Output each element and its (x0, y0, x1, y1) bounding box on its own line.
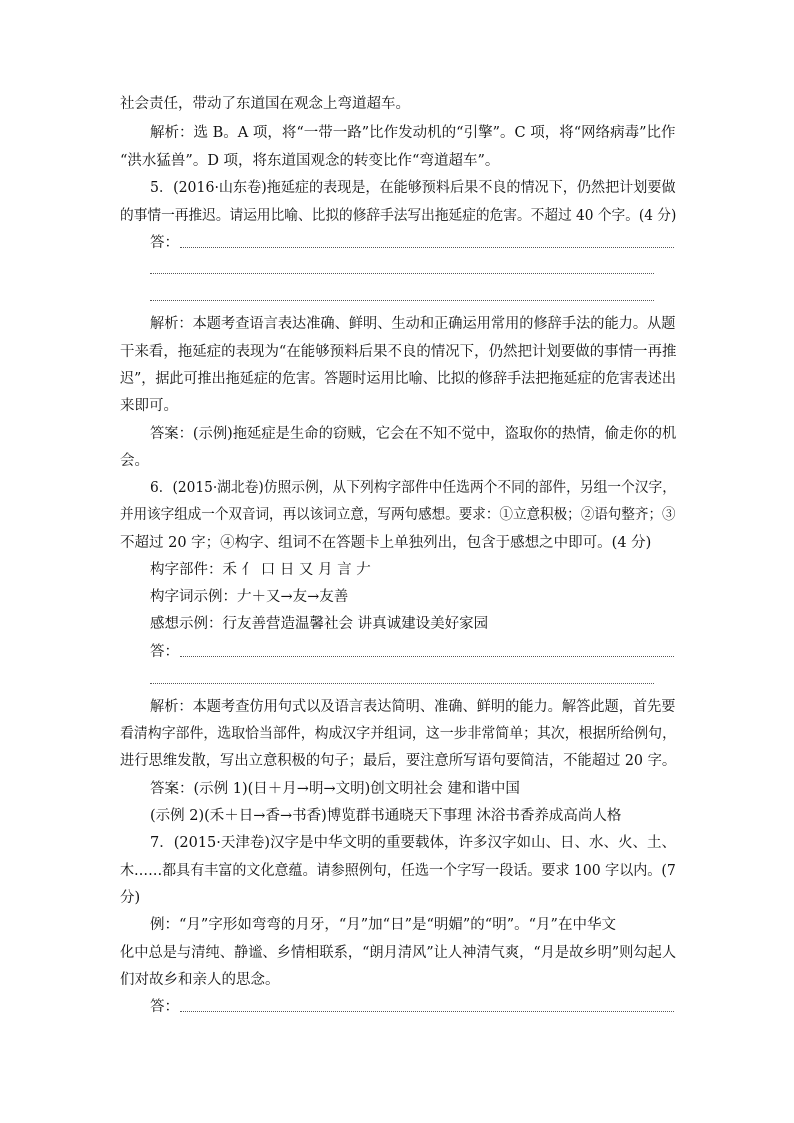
text-line: 答案：(示例)拖延症是生命的窃贼，它会在不知不觉中，盗取你的热情，偷走你的机 (150, 426, 677, 442)
text-line: 构字词示例：𠂇＋又→友→友善 (150, 589, 349, 605)
question-6-line: 6．(2015·湖北卷)仿照示例，从下列构字部件中任选两个不同的部件，另组一个汉字， (150, 480, 677, 496)
answer-blank-line[interactable] (150, 300, 654, 301)
text-line: 例：“月”字形如弯弯的月牙，“月”加“日”是“明媚”的“明”。“月”在中华文 (150, 917, 616, 933)
answer-label: 答： (150, 235, 179, 251)
text-line: 化中总是与清纯、静谧、乡情相联系，“朗月清风”让人神清气爽，“月是故乡明”则勾起人 (120, 945, 677, 961)
text-line: 不超过 20 字；④构字、组词不在答题卡上单独列出，包含于感想之中即可。(4 分) (120, 535, 652, 551)
text-line: 社会责任，带动了东道国在观念上弯道超车。 (120, 96, 410, 112)
text-line: 解析：选 B。A 项，将“一带一路”比作发动机的“引擎”。C 项，将“网络病毒”比作 (150, 125, 676, 141)
text-line: 的事情一再推迟。请运用比喻、比拟的修辞手法写出拖延症的危害。不超过 40 个字。(4 分) (120, 208, 677, 224)
text-line: 构字部件：禾 亻 口 日 又 月 言 𠂇 (150, 562, 371, 578)
text-line: 并用该字组成一个双音词，再以该词立意，写两句感想。要求：①立意积极；②语句整齐；③ (120, 507, 676, 523)
answer-blank-line[interactable] (180, 247, 674, 248)
text-line: 答案：(示例 1)(日＋月→明→文明)创文明社会 建和谐中国 (150, 781, 520, 797)
text-line: (示例 2)(禾＋日→香→书香)博览群书通晓天下事理 沐浴书香养成高尚人格 (150, 808, 622, 824)
text-line: 感想示例：行友善营造温馨社会 讲真诚建设美好家园 (150, 616, 489, 632)
text-line: 木……都具有丰富的文化意蕴。请参照例句，任选一个字写一段话。要求 100 字以内。(7 (120, 863, 676, 879)
question-7-line: 7．(2015·天津卷)汉字是中华文明的重要载体，许多汉字如山、日、水、火、土、 (150, 835, 677, 851)
answer-blank-line[interactable] (150, 683, 654, 684)
question-5-line: 5．(2016·山东卷)拖延症的表现是，在能够预料后果不良的情况下，仍然把计划要做 (150, 180, 676, 196)
answer-label: 答： (150, 999, 179, 1015)
text-line: 们对故乡和亲人的思念。 (120, 972, 280, 988)
answer-label: 答： (150, 644, 179, 660)
text-line: 迟”，据此可推出拖延症的危害。答题时运用比喻、比拟的修辞手法把拖延症的危害表述出 (120, 371, 676, 387)
text-line: 进行思维发散，写出立意积极的句子；最后，要注意所写语句要简洁，不能超过 20 字。 (120, 753, 677, 769)
text-line: 干来看，拖延症的表现为“在能够预料后果不良的情况下，仍然把计划要做的事情一再推 (120, 344, 677, 360)
text-line: 来即可。 (120, 398, 178, 414)
answer-blank-line[interactable] (180, 656, 674, 657)
text-line: 分) (120, 890, 141, 906)
answer-blank-line[interactable] (150, 273, 654, 274)
text-line: “洪水猛兽”。D 项，将东道国观念的转变比作“弯道超车”。 (120, 153, 500, 169)
text-line: 看清构字部件，选取恰当部件，构成汉字并组词，这一步非常简单；其次，根据所给例句， (120, 726, 676, 742)
text-line: 解析：本题考查仿用句式以及语言表达简明、准确、鲜明的能力。解答此题，首先要 (150, 699, 676, 715)
text-line: 会。 (120, 453, 149, 469)
text-line: 解析：本题考查语言表达准确、鲜明、生动和正确运用常用的修辞手法的能力。从题 (150, 316, 676, 332)
answer-blank-line[interactable] (180, 1011, 674, 1012)
